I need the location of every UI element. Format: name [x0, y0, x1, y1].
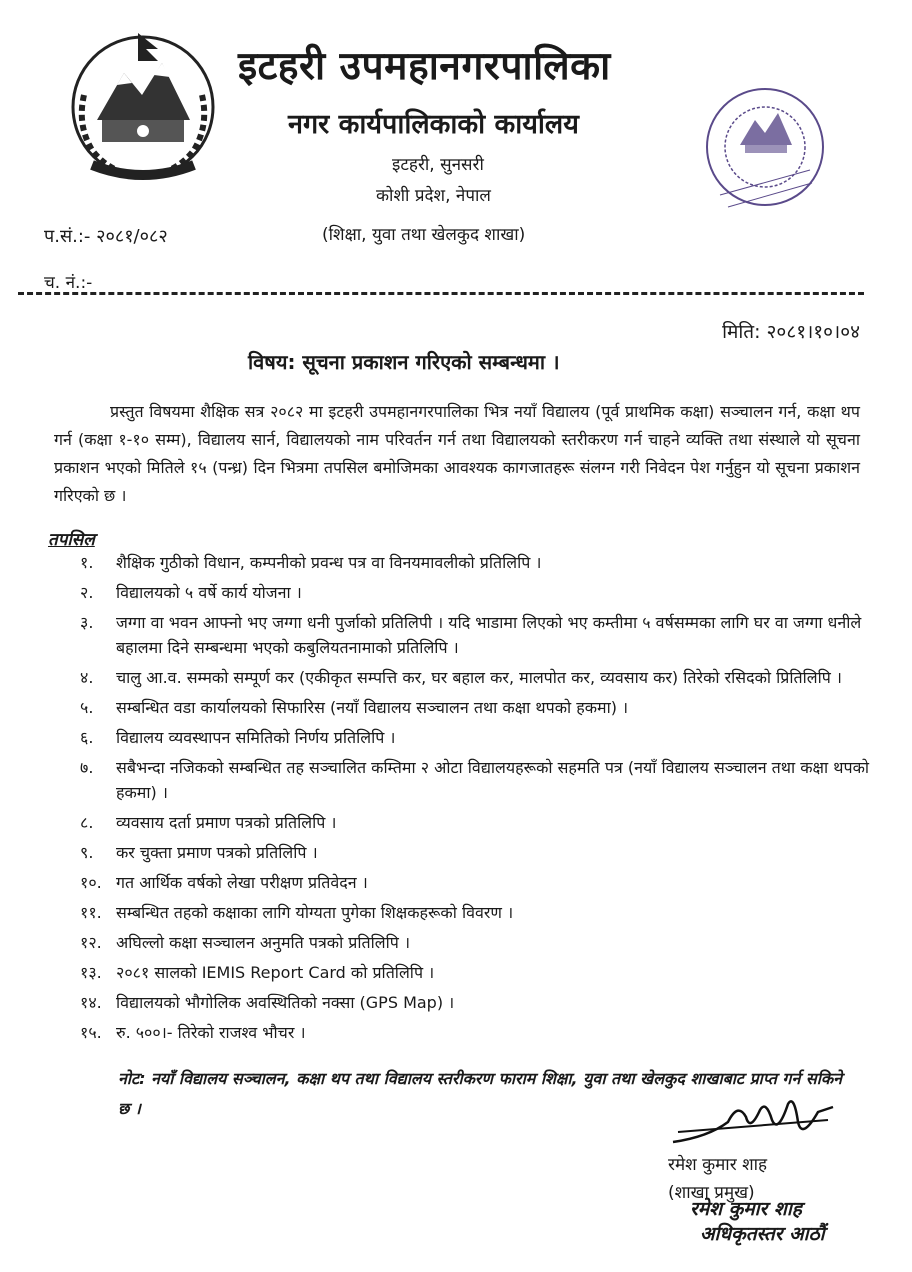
- item-number: १३.: [80, 963, 102, 982]
- address-line-1: इटहरी, सुनसरी: [392, 155, 484, 175]
- list-item: [80, 870, 870, 895]
- item-text: व्यवसाय दर्ता प्रमाण पत्रको प्रतिलिपि ।: [116, 813, 337, 832]
- item-number: ६.: [80, 728, 94, 747]
- office-seal-stamp: [700, 75, 830, 225]
- item-number: १५.: [80, 1023, 102, 1042]
- item-text: कर चुक्ता प्रमाण पत्रको प्रतिलिपि ।: [116, 843, 318, 862]
- item-text: विद्यालयको ५ वर्षे कार्य योजना ।: [116, 583, 302, 602]
- item-text: २०८१ सालको IEMIS Report Card को प्रतिलिपि ।: [116, 963, 435, 982]
- item-number: १४.: [80, 993, 102, 1012]
- handwritten-signature: [668, 1092, 836, 1152]
- list-item: [80, 960, 870, 985]
- list-heading: तपसिल: [48, 530, 95, 550]
- list-item: [80, 755, 870, 805]
- item-number: ११.: [80, 903, 102, 922]
- item-number: १२.: [80, 933, 102, 952]
- item-text: सबैभन्दा नजिकको सम्बन्धित तह सञ्चालित कम्तिमा २ ओटा विद्यालयहरूको सहमति पत्र (नयाँ विद्यालय सञ्चालन तथा कक्षा थपको हकमा) ।: [116, 758, 869, 802]
- rank-stamp: अधिकृतस्तर आठौं: [700, 1223, 825, 1245]
- office-subtitle: नगर कार्यपालिकाको कार्यालय: [288, 109, 579, 140]
- address-line-2: कोशी प्रदेश, नेपाल: [376, 186, 491, 206]
- item-text: सम्बन्धित वडा कार्यालयको सिफारिस (नयाँ विद्यालय सञ्चालन तथा कक्षा थपको हकमा) ।: [116, 698, 629, 717]
- item-text: अघिल्लो कक्षा सञ्चालन अनुमति पत्रको प्रतिलिपि ।: [116, 933, 411, 952]
- section-name: (शिक्षा, युवा तथा खेलकुद शाखा): [322, 225, 526, 245]
- nepal-emblem-logo: [62, 25, 224, 185]
- list-item: [80, 1020, 870, 1045]
- list-item: [80, 840, 870, 865]
- item-number: २.: [80, 583, 94, 602]
- item-text: रु. ५००।- तिरेको राजश्व भौचर ।: [116, 1023, 306, 1042]
- body-paragraph: प्रस्तुत विषयमा शैक्षिक सत्र २०८२ मा इटहरी उपमहानगरपालिका भित्र नयाँ विद्यालय (पूर्व प्राथमिक कक्षा) सञ्चालन गर्न, कक्षा थप गर्न (कक्षा १-१० सम्म), विद्यालय सार्न, विद्यालयको नाम परिवर्तन गर्न तथा विद्यालयको स्तरीकरण गर्न चाहने व्यक्ति तथा संस्थाले यो सूचना प्रकाशन भएको मितिले १५ (पन्ध्र) दिन भित्रमा तपसिल बमोजिमका आवश्यक कागजातहरू संलग्न गरी निवेदन पेश गर्नुहुन यो सूचना प्रकाशन गरिएको छ ।: [54, 402, 860, 505]
- item-text: गत आर्थिक वर्षको लेखा परीक्षण प्रतिवेदन ।: [116, 873, 368, 892]
- signatory-name: रमेश कुमार शाह: [668, 1155, 768, 1175]
- item-number: १.: [80, 553, 94, 572]
- dispatch-number: च. नं.:-: [44, 273, 93, 293]
- item-text: सम्बन्धित तहको कक्षाका लागि योग्यता पुगेका शिक्षकहरूको विवरण ।: [116, 903, 514, 922]
- item-number: ९.: [80, 843, 94, 862]
- item-number: ३.: [80, 613, 94, 632]
- list-item: [80, 725, 870, 750]
- list-item: [80, 900, 870, 925]
- name-stamp: रमेश कुमार शाह: [690, 1198, 802, 1220]
- municipality-title: इटहरी उपमहानगरपालिका: [238, 44, 611, 89]
- list-item: [80, 580, 870, 605]
- item-number: ४.: [80, 668, 94, 687]
- list-item: [80, 550, 870, 575]
- item-text: विद्यालय व्यवस्थापन समितिको निर्णय प्रतिलिपि ।: [116, 728, 396, 747]
- letter-date: मिति: २०८१।१०।०४: [722, 321, 860, 343]
- signatory-role: (शाखा प्रमुख): [668, 1183, 755, 1203]
- item-text: शैक्षिक गुठीको विधान, कम्पनीको प्रवन्ध पत्र वा विनयमावलीको प्रतिलिपि ।: [116, 553, 542, 572]
- item-text: चालु आ.व. सम्मको सम्पूर्ण कर (एकीकृत सम्पत्ति कर, घर बहाल कर, मालपोत कर, व्यवसाय कर) तिरेको रसिदको प्रितिलिपि ।: [116, 668, 842, 687]
- item-text: विद्यालयको भौगोलिक अवस्थितिको नक्सा (GPS Map) ।: [116, 993, 455, 1012]
- list-item: [80, 665, 870, 690]
- letter-reference-number: प.सं.:- २०८१/०८२: [44, 226, 168, 247]
- item-number: ७.: [80, 758, 94, 777]
- item-number: १०.: [80, 873, 102, 892]
- list-item: [80, 695, 870, 720]
- list-item: [80, 990, 870, 1015]
- note-text: नोट: नयाँ विद्यालय सञ्चालन, कक्षा थप तथा विद्यालय स्तरीकरण फाराम शिक्षा, युवा तथा खेलकुद शाखाबाट प्राप्त गर्न सकिने छ ।: [118, 1069, 843, 1118]
- list-item: [80, 930, 870, 955]
- item-number: ८.: [80, 813, 94, 832]
- item-number: ५.: [80, 698, 94, 717]
- letter-subject: विषय: सूचना प्रकाशन गरिएको सम्बन्धमा ।: [248, 350, 560, 374]
- header-divider: [18, 292, 864, 295]
- item-text: जग्गा वा भवन आफ्नो भए जग्गा धनी पुर्जाको प्रतिलिपी । यदि भाडामा लिएको भए कम्तीमा ५ वर्षसम्मका लागि घर वा जग्गा धनीले बहालमा दिने सम्बन्धमा भएको कबुलियतनामाको प्रतिलिपि ।: [116, 613, 862, 657]
- requirements-list: [80, 550, 870, 1050]
- list-item: [80, 810, 870, 835]
- list-item: [80, 610, 870, 660]
